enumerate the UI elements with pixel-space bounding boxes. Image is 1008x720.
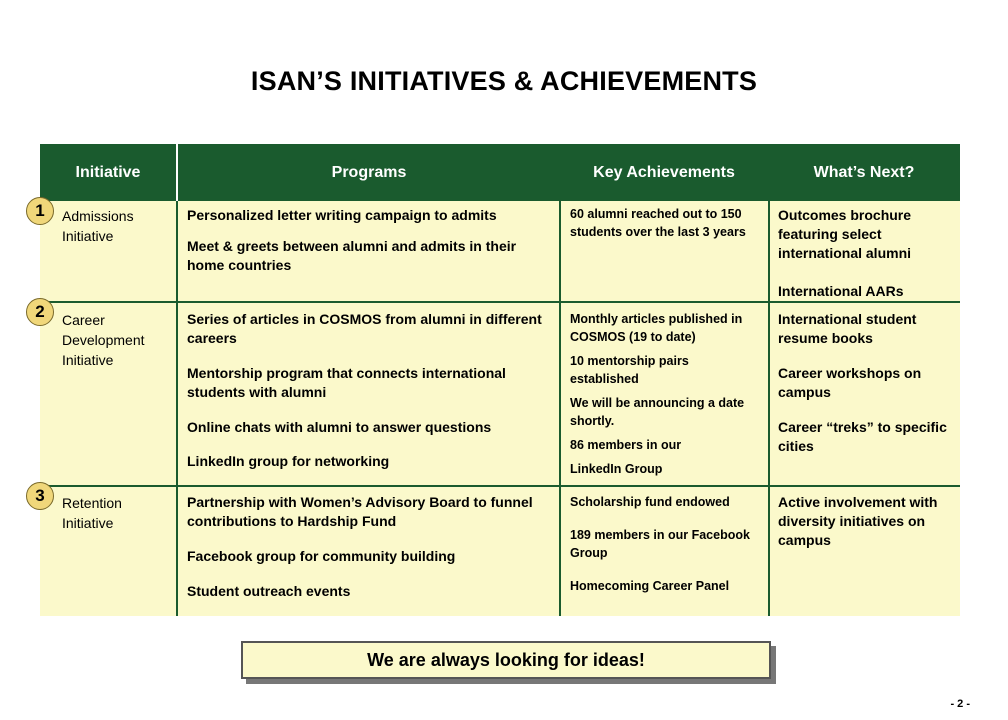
column-divider	[176, 201, 178, 616]
row3-next	[778, 493, 956, 550]
row-number-badge: 3	[26, 482, 54, 510]
row-number-badge: 1	[26, 197, 54, 225]
initiative-line: Initiative	[62, 515, 114, 531]
row2-achievements	[570, 310, 760, 478]
column-divider	[768, 201, 770, 616]
achievement-item: Homecoming Career Panel	[570, 579, 730, 593]
program-item: Mentorship program that connects international students with alumni	[187, 365, 506, 400]
program-item: Facebook group for community building	[187, 548, 456, 564]
program-item: Series of articles in COSMOS from alumni in different careers	[187, 311, 542, 346]
row-divider	[40, 301, 960, 303]
row2-initiative	[62, 310, 172, 370]
initiative-line: Retention	[62, 495, 122, 511]
row1-programs	[187, 206, 547, 275]
program-item: Personalized letter writing campaign to admits	[187, 207, 497, 223]
achievement-item: We will be announcing a date shortly.	[570, 396, 745, 428]
row3-initiative	[62, 493, 172, 533]
initiative-line: Initiative	[62, 352, 114, 368]
header-initiative: Initiative	[40, 144, 178, 201]
row1-achievements	[570, 205, 760, 241]
program-item: Student outreach events	[187, 583, 351, 599]
achievement-item: Scholarship fund endowed	[570, 495, 730, 509]
achievement-item: 60 alumni reached out to 150 students over the last 3 years	[570, 207, 746, 239]
program-item: Partnership with Women’s Advisory Board to funnel contributions to Hardship Fund	[187, 494, 533, 529]
column-divider	[559, 201, 561, 616]
row3-programs	[187, 493, 547, 601]
next-item: Career workshops on campus	[778, 365, 922, 400]
header-whats-next: What’s Next?	[768, 144, 960, 201]
initiative-line: Career	[62, 312, 105, 328]
achievement-item: LinkedIn Group	[570, 462, 663, 476]
row3-achievements	[570, 493, 760, 595]
ideas-callout: We are always looking for ideas!	[241, 641, 771, 679]
next-item: International AARs	[778, 283, 904, 299]
header-programs: Programs	[178, 144, 560, 201]
achievement-item: 189 members in our Facebook Group	[570, 528, 750, 560]
page-number: - 2 -	[950, 698, 970, 710]
program-item: LinkedIn group for networking	[187, 453, 390, 469]
program-item: Online chats with alumni to answer questions	[187, 419, 492, 435]
initiatives-table	[40, 144, 960, 616]
row1-next	[778, 206, 956, 301]
next-item: Active involvement with diversity initiatives on campus	[778, 494, 938, 548]
initiative-line: Development	[62, 332, 145, 348]
row-number-badge: 2	[26, 298, 54, 326]
initiative-line: Admissions	[62, 208, 134, 224]
next-item: Career “treks” to specific cities	[778, 419, 947, 454]
row1-initiative	[62, 206, 172, 246]
row2-programs	[187, 310, 547, 471]
header-key-achievements: Key Achievements	[560, 144, 768, 201]
achievement-item: Monthly articles published in COSMOS (19 to date)	[570, 312, 743, 344]
row2-next	[778, 310, 956, 456]
next-item: International student resume books	[778, 311, 917, 346]
row-divider	[40, 485, 960, 487]
initiative-line: Initiative	[62, 228, 114, 244]
achievement-item: 10 mentorship pairs established	[570, 354, 689, 386]
achievement-item: 86 members in our	[570, 438, 682, 452]
next-item: Outcomes brochure featuring select international alumni	[778, 207, 912, 261]
program-item: Meet & greets between alumni and admits in their home countries	[187, 238, 517, 273]
page-title: ISAN’S INITIATIVES & ACHIEVEMENTS	[250, 66, 758, 96]
